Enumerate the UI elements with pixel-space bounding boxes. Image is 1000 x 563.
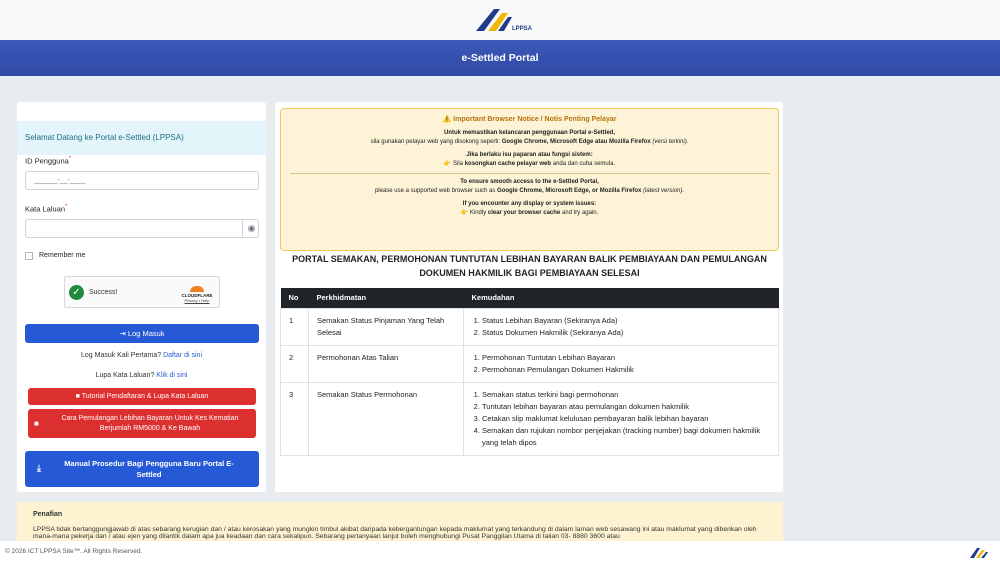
download-icon: ⤓ <box>37 463 41 473</box>
password-input[interactable] <box>25 219 259 238</box>
copyright-text: © 2026 ICT LPPSA Site™. All Rights Reserved. <box>5 548 143 555</box>
login-icon: ⇥ <box>119 329 126 338</box>
tutorial-video-button[interactable]: ■ Tutorial Pendaftaran & Lupa Kata Laluan <box>28 388 256 405</box>
footer-lppsa-logo <box>968 544 992 560</box>
row-service: Semakan Status Permohonan <box>309 382 464 455</box>
list-item: 2. Status Dokumen Hakmilik (Sekiranya Ada) <box>482 327 770 339</box>
logo-text: LPPSA <box>512 26 532 32</box>
notice-divider <box>290 173 770 174</box>
cloudflare-captcha-widget[interactable] <box>64 276 220 308</box>
remember-me-label: Remember me <box>39 252 86 259</box>
row-no: 1 <box>281 308 309 345</box>
main-panel <box>275 102 783 492</box>
disclaimer-title: Penafian <box>33 511 63 518</box>
notice-en-line3: If you encounter any display or system issues: <box>462 201 597 207</box>
browser-notice <box>280 108 779 251</box>
lppsa-logo[interactable] <box>468 3 532 35</box>
first-login-row: Log Masuk Kali Pertama? Daftar di sini <box>80 352 202 359</box>
captcha-privacy-help-links[interactable]: Privacy • Help <box>184 298 210 303</box>
col-no: No <box>281 288 309 308</box>
list-item: 2. Tuntutan lebihan bayaran atau pemulangan dokumen hakmilik <box>482 401 770 413</box>
notice-ms-line2: sila gunakan pelayar web yang disokong seperti: Google Chrome, Microsoft Edge atau Mozilla Firefox (versi terkini). <box>370 139 689 145</box>
facility-list <box>472 389 770 449</box>
captcha-status: Success! <box>89 289 118 296</box>
password-label: Kata Laluan* <box>25 204 68 214</box>
table-header-row <box>281 288 779 308</box>
row-service: Permohonan Atas Talian <box>309 345 464 382</box>
notice-title: ⚠️ Important Browser Notice / Notis Penting Pelayar <box>442 116 617 123</box>
row-no: 2 <box>281 345 309 382</box>
list-item: 4. Semakan dan rujukan nombor penjejakan (tracking number) bagi dokumen hakmilik yang telah dipos <box>482 425 770 449</box>
cloud-icon <box>190 286 204 292</box>
login-panel <box>17 102 266 492</box>
login-button[interactable]: ⇥ Log Masuk <box>25 324 259 343</box>
row-service: Semakan Status Pinjaman Yang Telah Selesai <box>309 308 464 345</box>
facility-list <box>472 315 770 339</box>
portal-title-bar: e-Settled Portal <box>0 40 1000 76</box>
table-row <box>281 345 779 382</box>
footer <box>0 541 1000 563</box>
user-id-input[interactable]: ______-__-____ <box>25 171 259 190</box>
manual-download-button[interactable]: ⤓ Manual Prosedur Bagi Pengguna Baru Portal E-Settled <box>25 451 259 487</box>
remember-me-checkbox[interactable] <box>25 252 33 260</box>
col-facilities: Kemudahan <box>464 288 779 308</box>
list-item: 3. Cetakan slip maklumat kelulusan pembayaran balik lebihan bayaran <box>482 413 770 425</box>
video-camera-icon: ■ <box>34 418 39 428</box>
forgot-password-row: Lupa Kata Laluan? Klik di sini <box>95 372 188 379</box>
list-item: 2. Permohonan Pemulangan Dokumen Hakmilik <box>482 364 770 376</box>
facility-list <box>472 352 770 376</box>
cloudflare-logo: CLOUDFLARE Privacy • Help <box>177 286 217 303</box>
forgot-password-link[interactable]: Klik di sini <box>156 372 188 379</box>
services-table <box>280 288 779 456</box>
notice-en-line4: 👉 Kindly clear your browser cache and try again. <box>460 210 599 216</box>
row-no: 3 <box>281 382 309 455</box>
top-header <box>0 0 1000 40</box>
table-row <box>281 382 779 455</box>
table-row <box>281 308 779 345</box>
disclaimer-text: LPPSA tidak bertanggungjawab di atas sebarang kerugian dan / atau kerosakan yang mungkin timbul akibat daripada kebergantungan kepada maklumat yang terkandung di dalam laman web sesawang ini atau maklumat yang diberikan oleh mana-mana pekerja dan / atau ejen yang dilantik dalam apa jua keadaan dan cara sekalipun. Sebarang pertanyaan lanjut boleh menghubungi Pusat Panggilan Utama di talian 03- 8880 3600 atau <box>33 526 757 540</box>
list-item: 1. Semakan status terkini bagi permohonan <box>482 389 770 401</box>
death-case-video-button[interactable]: ■ Cara Pemulangan Lebihan Bayaran Untuk Kes Kematian Berjumlah RM5000 & Ke Bawah <box>28 409 256 438</box>
user-id-label: ID Pengguna* <box>25 156 72 166</box>
col-service: Perkhidmatan <box>309 288 464 308</box>
register-link[interactable]: Daftar di sini <box>163 352 202 359</box>
welcome-heading: Selamat Datang ke Portal e-Settled (LPPSA) <box>17 121 266 155</box>
notice-en-line1: To ensure smooth access to the e-Settled Portal, <box>460 179 599 185</box>
checkmark-icon: ✓ <box>69 285 84 300</box>
notice-ms-line4: 👉 Sila kosongkan cache pelayar web anda dan cuba semula. <box>443 161 616 167</box>
notice-en-line2: please use a supported web browser such as Google Chrome, Microsoft Edge, or Mozilla Firefox (latest version). <box>374 188 685 194</box>
notice-ms-line3: Jika berlaku isu paparan atau fungsi sistem: <box>466 152 593 158</box>
list-item: 1. Status Lebihan Bayaran (Sekiranya Ada) <box>482 315 770 327</box>
list-item: 1. Permohonan Tuntutan Lebihan Bayaran <box>482 352 770 364</box>
page-title: PORTAL SEMAKAN, PERMOHONAN TUNTUTAN LEBIHAN BAYARAN BALIK PEMBIAYAAN DAN PEMULANGAN DOKUMEN HAKMILIK BAGI PEMBIAYAAN SELESAI <box>292 254 767 278</box>
show-password-eye-icon[interactable]: ◉ <box>242 220 260 237</box>
notice-ms-line1: Untuk memastikan kelancaran penggunaan Portal e-Settled, <box>443 130 616 136</box>
video-camera-icon: ■ <box>75 393 80 400</box>
